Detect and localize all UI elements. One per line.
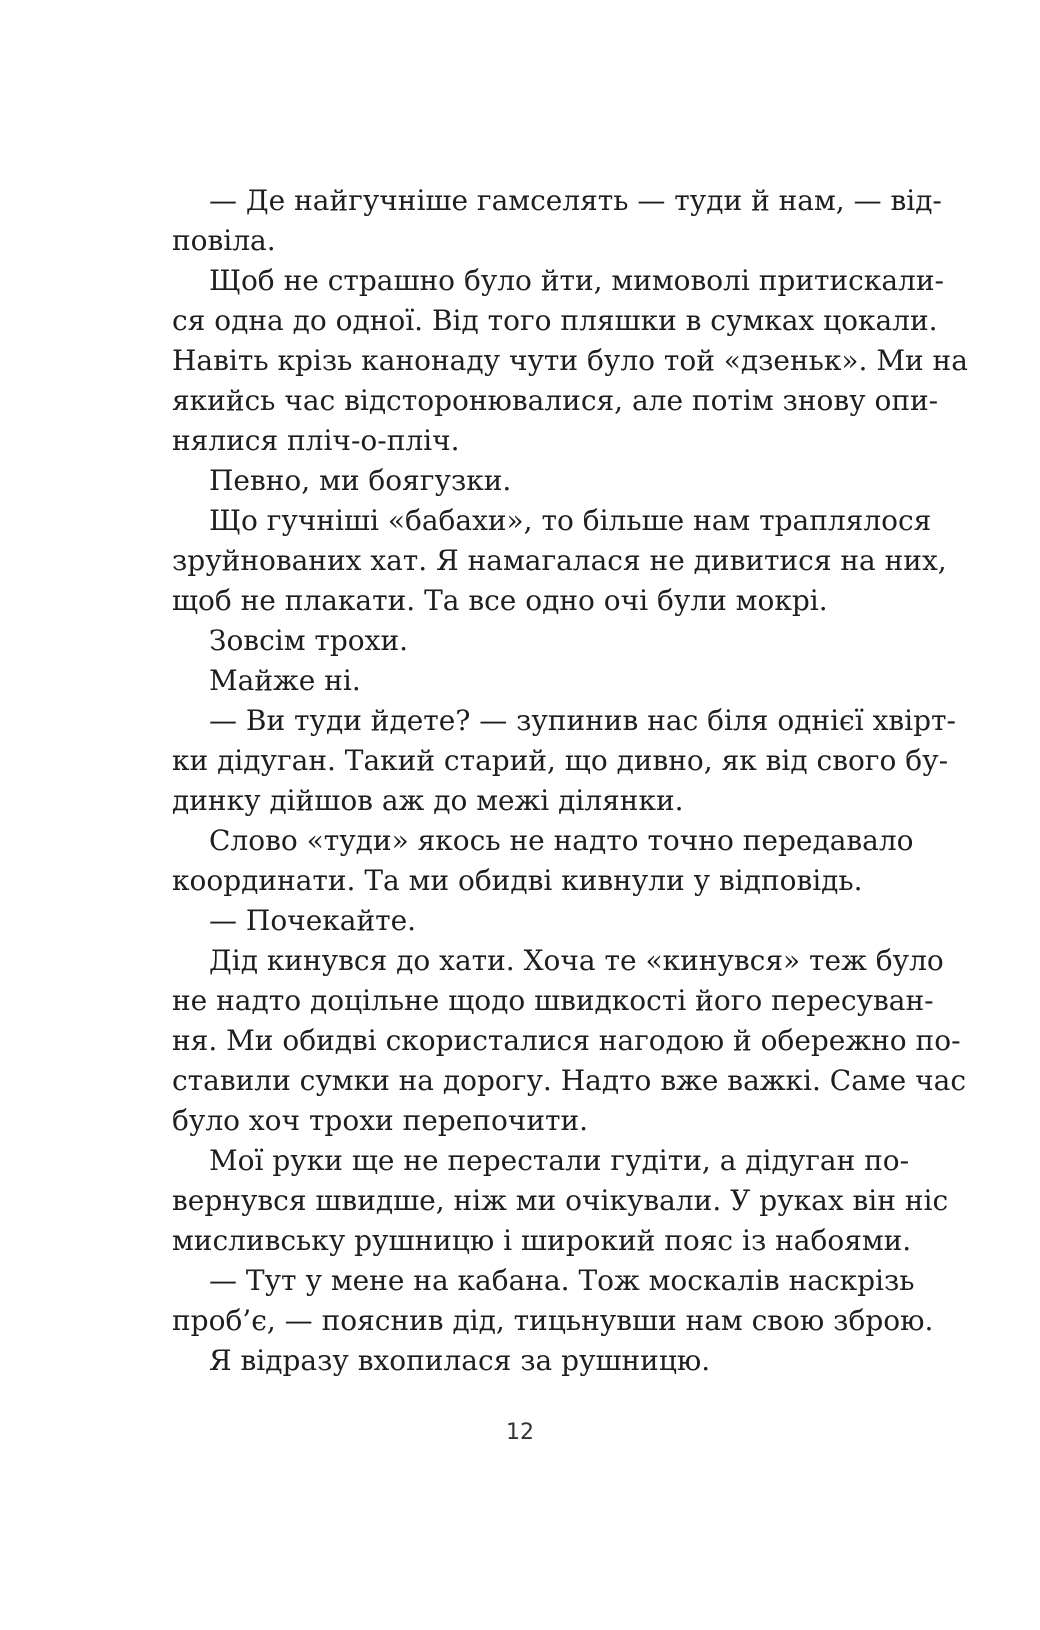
text-line: Певно, ми боягузки. bbox=[209, 464, 512, 497]
text-line: — Ви туди йдете? — зупинив нас біля однієї хвірт- bbox=[209, 704, 956, 737]
paragraph bbox=[172, 621, 870, 661]
text-line: Навіть крізь канонаду чути було той «дзеньк». Ми на bbox=[172, 344, 968, 377]
paragraph bbox=[172, 181, 942, 261]
text-line: зруйнованих хат. Я намагалася не дивитися на них, bbox=[172, 544, 947, 577]
text-line: мисливську рушницю і широкий пояс із набоями. bbox=[172, 1224, 912, 1257]
text-line: ставили сумки на дорогу. Надто вже важкі. Саме час bbox=[172, 1064, 967, 1097]
text-line: Що гучніші «бабахи», то більше нам траплялося bbox=[209, 504, 932, 537]
text-line: повіла. bbox=[172, 224, 276, 257]
text-line: не надто доцільне щодо швидкості його пересуван- bbox=[172, 984, 934, 1017]
text-line: проб’є, — пояснив дід, тицьнувши нам свою зброю. bbox=[172, 1304, 934, 1337]
text-line: ня. Ми обидві скористалися нагодою й обережно по- bbox=[172, 1024, 961, 1057]
paragraph bbox=[172, 941, 967, 1141]
text-line: динку дійшов аж до межі ділянки. bbox=[172, 784, 684, 817]
text-line: було хоч трохи перепочити. bbox=[172, 1104, 589, 1137]
paragraph bbox=[172, 501, 947, 621]
text-line: Я відразу вхопилася за рушницю. bbox=[209, 1344, 711, 1377]
paragraph bbox=[172, 1341, 870, 1381]
text-line: щоб не плакати. Та все одно очі були мокрі. bbox=[172, 584, 828, 617]
paragraph bbox=[172, 701, 956, 821]
text-line: — Тут у мене на кабана. Тож москалів наскрізь bbox=[209, 1264, 915, 1297]
paragraph bbox=[172, 661, 870, 701]
text-line: Майже ні. bbox=[209, 664, 361, 697]
page-number: 12 bbox=[506, 1420, 534, 1445]
paragraph bbox=[172, 901, 870, 941]
text-line: координати. Та ми обидві кивнули у відповідь. bbox=[172, 864, 863, 897]
text-line: ся одна до одної. Від того пляшки в сумках цокали. bbox=[172, 304, 938, 337]
text-line: якийсь час відсторонювалися, але потім знову опи- bbox=[172, 384, 939, 417]
text-line: нялися пліч-о-пліч. bbox=[172, 424, 460, 457]
paragraph bbox=[172, 261, 968, 461]
text-line: — Де найгучніше гамселять — туди й нам, — від- bbox=[209, 184, 942, 217]
paragraph bbox=[172, 1141, 949, 1261]
text-line: вернувся швидше, ніж ми очікували. У руках він ніс bbox=[172, 1184, 949, 1217]
text-line: Щоб не страшно було йти, мимоволі притискали- bbox=[209, 264, 944, 297]
body-text bbox=[172, 181, 968, 1381]
paragraph bbox=[172, 461, 870, 501]
text-line: ки дідуган. Такий старий, що дивно, як від свого бу- bbox=[172, 744, 949, 777]
paragraph bbox=[172, 1261, 934, 1341]
paragraph bbox=[172, 821, 914, 901]
text-line: Слово «туди» якось не надто точно передавало bbox=[209, 824, 914, 857]
text-line: Дід кинувся до хати. Хоча те «кинувся» теж було bbox=[209, 944, 944, 977]
text-line: — Почекайте. bbox=[209, 904, 417, 937]
text-line: Мої руки ще не перестали гудіти, а дідуган по- bbox=[209, 1144, 910, 1177]
text-line: Зовсім трохи. bbox=[209, 624, 409, 657]
